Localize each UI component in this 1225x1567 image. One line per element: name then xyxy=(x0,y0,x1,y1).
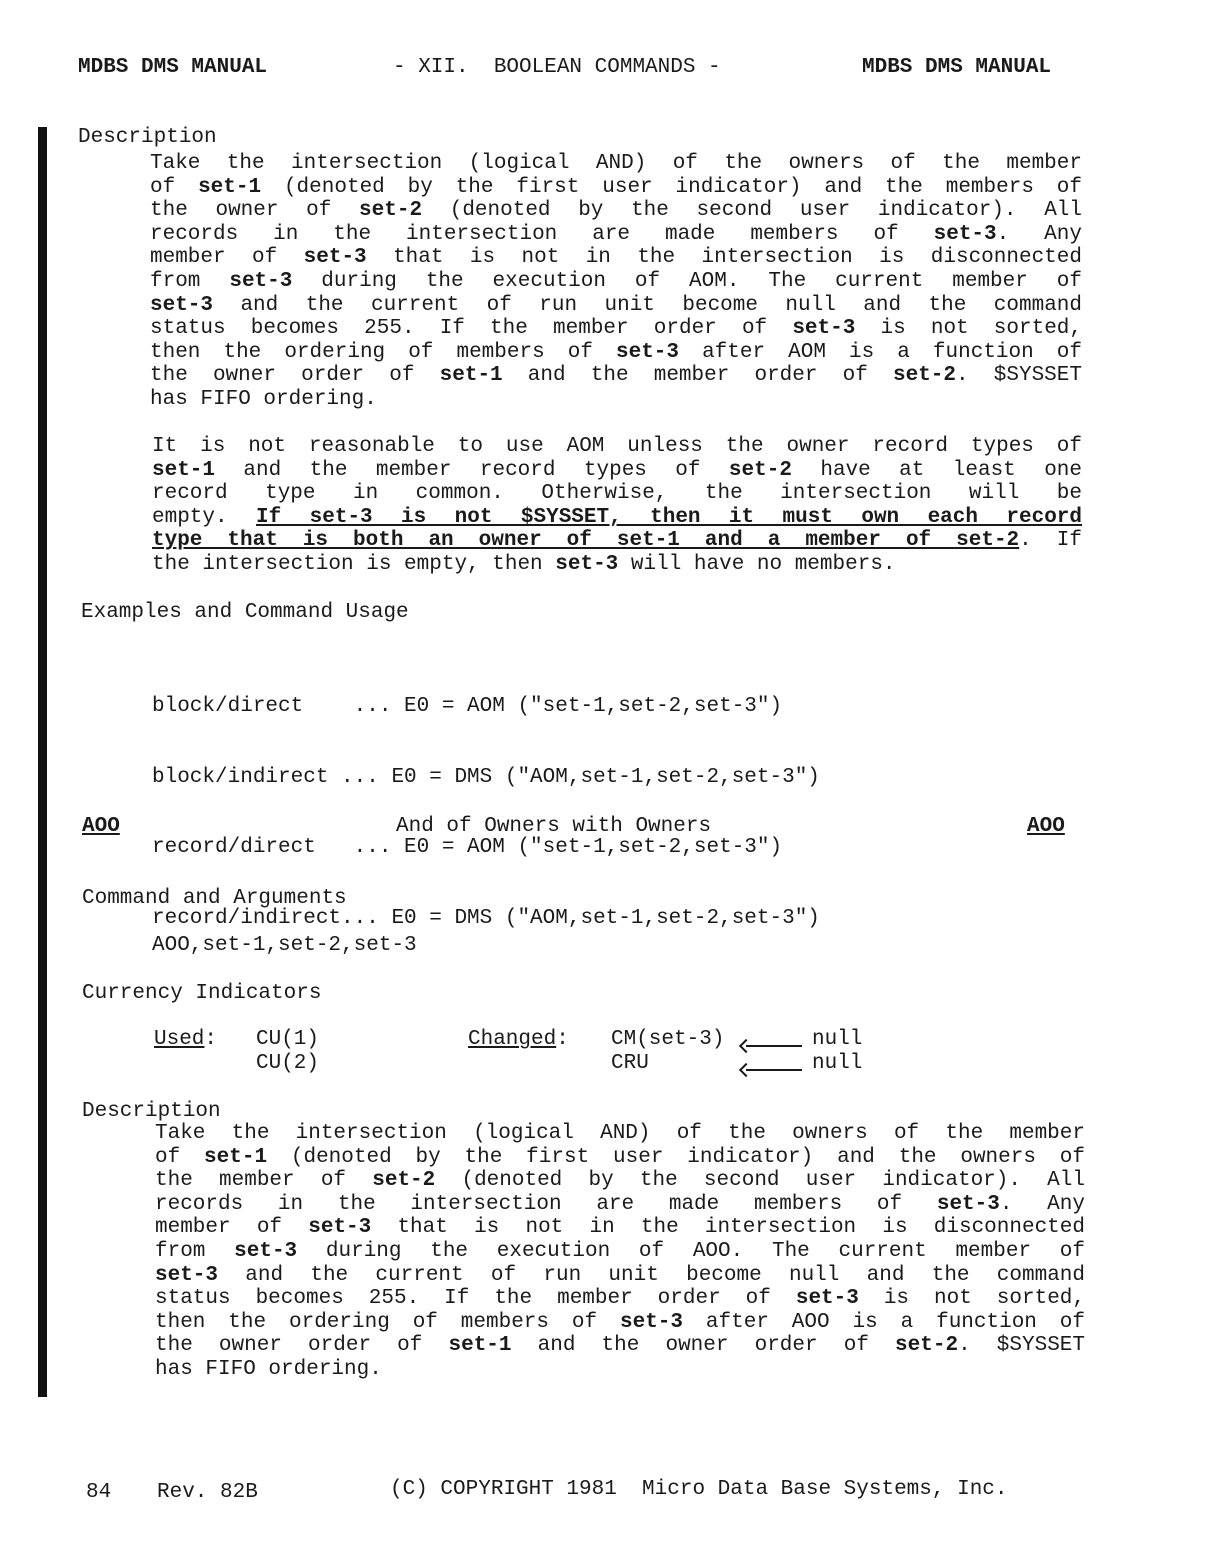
left-arrow-icon xyxy=(736,1036,806,1059)
text-segment: is not sorted, xyxy=(858,1287,1085,1311)
text-segment: Take the intersection (logical AND) of the owners of the member xyxy=(150,152,1082,175)
text-line xyxy=(155,1240,1085,1264)
aoo-description-heading: Description xyxy=(82,1100,221,1123)
used-item: CU(2) xyxy=(256,1052,320,1075)
text-line xyxy=(155,1146,1085,1170)
text-segment: set-3 xyxy=(308,1216,372,1240)
example-line: block/direct ... E0 = AOM ("set-1,set-2,set-3") xyxy=(152,695,783,718)
text-line xyxy=(152,459,1082,483)
text-segment: will have no members. xyxy=(618,552,896,576)
text-segment: type that is both an owner of set-1 and a member of set-2 xyxy=(152,529,1020,553)
text-segment: (denoted by the first user indicator) and the owners of xyxy=(267,1145,1085,1169)
text-segment: set-1 xyxy=(439,364,503,388)
changed-indicator: CM(set-3) xyxy=(611,1028,725,1051)
text-segment: empty. xyxy=(152,505,257,529)
header-left: MDBS DMS MANUAL xyxy=(78,56,268,79)
left-arrow-icon xyxy=(736,1060,806,1083)
text-segment: after AOM is a function of xyxy=(679,340,1082,364)
text-segment: set-3 xyxy=(555,552,619,576)
text-line xyxy=(150,246,1082,270)
aoo-title: And of Owners with Owners xyxy=(396,815,712,838)
text-segment: set-3 xyxy=(303,246,367,270)
text-segment: from xyxy=(150,269,230,293)
text-segment: is not sorted, xyxy=(855,317,1083,341)
examples-heading: Examples and Command Usage xyxy=(81,601,409,624)
text-line xyxy=(155,1311,1085,1335)
text-segment: set-3 xyxy=(616,340,680,364)
page-number: 84 xyxy=(86,1481,112,1504)
text-line xyxy=(152,529,1082,553)
text-line xyxy=(155,1122,1085,1146)
text-segment: and the current of run unit become null and the command xyxy=(218,1263,1085,1287)
text-segment: set-3 xyxy=(229,269,293,293)
text-segment: set-2 xyxy=(893,364,957,388)
text-line xyxy=(155,1216,1085,1240)
text-segment: set-2 xyxy=(372,1169,436,1193)
change-bar xyxy=(38,127,47,1397)
text-line xyxy=(155,1334,1085,1358)
text-segment: (denoted by the second user indicator). All xyxy=(422,199,1082,223)
changed-value: null xyxy=(812,1052,863,1075)
text-segment: set-3 xyxy=(795,1287,859,1311)
aom-description-heading: Description xyxy=(78,126,217,149)
text-segment: set-3 xyxy=(155,1263,219,1287)
example-line: record/indirect... E0 = DMS ("AOM,set-1,set-2,set-3") xyxy=(152,906,820,930)
text-segment: and the member order of xyxy=(502,364,893,388)
text-segment: have at least one xyxy=(791,458,1082,482)
text-segment: . If xyxy=(1019,529,1082,553)
text-segment: records in the intersection are made members of xyxy=(150,222,934,246)
text-segment: of xyxy=(155,1145,205,1169)
text-segment: has FIFO ordering. xyxy=(150,387,377,411)
text-segment: and the owner order of xyxy=(511,1334,896,1358)
text-segment: the member of xyxy=(155,1169,373,1193)
text-line xyxy=(150,223,1082,247)
text-segment: record type in common. Otherwise, the intersection will be xyxy=(152,482,1082,506)
text-segment: set-1 xyxy=(152,458,216,482)
changed-label: Changed: xyxy=(468,1028,569,1051)
text-segment: set-2 xyxy=(359,199,423,223)
aoo-code-right: AOO xyxy=(1027,815,1065,838)
text-segment: during the execution of AOM. The current member of xyxy=(292,269,1082,293)
text-line xyxy=(150,176,1082,200)
text-segment: member of xyxy=(155,1216,309,1240)
text-segment: the intersection is empty, then xyxy=(152,552,556,576)
text-segment: set-1 xyxy=(198,175,262,199)
text-segment: set-1 xyxy=(204,1145,268,1169)
text-segment: . $SYSSET xyxy=(956,364,1082,388)
revision: Rev. 82B xyxy=(157,1481,258,1504)
example-line: block/indirect ... E0 = DMS ("AOM,set-1,set-2,set-3") xyxy=(152,765,820,789)
text-segment: the owner order of xyxy=(155,1334,449,1358)
aoo-code-left: AOO xyxy=(82,815,120,838)
text-line xyxy=(152,553,1082,577)
text-segment: set-1 xyxy=(448,1334,512,1358)
changed-indicator: CRU xyxy=(611,1052,649,1075)
text-segment: set-3 xyxy=(234,1239,298,1263)
text-line xyxy=(152,482,1082,506)
text-segment: the owner of xyxy=(150,199,360,223)
text-segment: (denoted by the second user indicator). All xyxy=(435,1169,1085,1193)
text-segment: set-3 xyxy=(150,293,214,317)
text-segment: that is not in the intersection is disconnected xyxy=(366,246,1082,270)
text-segment: and the member record types of xyxy=(215,458,729,482)
text-segment: If set-3 is not $SYSSET, then it must own each record xyxy=(256,505,1082,529)
header-right: MDBS DMS MANUAL xyxy=(862,56,1052,79)
text-segment: set-3 xyxy=(620,1310,684,1334)
text-segment: set-2 xyxy=(895,1334,959,1358)
text-segment: status becomes 255. If the member order of xyxy=(150,317,793,341)
text-line xyxy=(152,435,1082,459)
text-segment: and the current of run unit become null and the command xyxy=(213,293,1082,317)
text-line xyxy=(150,388,1082,412)
text-segment: member of xyxy=(150,246,304,270)
text-segment: then the ordering of members of xyxy=(150,340,616,364)
text-line xyxy=(155,1264,1085,1288)
used-label: Used: xyxy=(154,1028,218,1051)
text-line xyxy=(150,317,1082,341)
text-line xyxy=(155,1193,1085,1217)
text-segment: . Any xyxy=(996,222,1082,246)
text-segment: set-3 xyxy=(933,222,997,246)
text-segment: then the ordering of members of xyxy=(155,1310,620,1334)
text-line xyxy=(155,1287,1085,1311)
changed-value: null xyxy=(812,1028,863,1051)
currency-heading: Currency Indicators xyxy=(82,982,322,1005)
example-line: record/direct ... E0 = AOM ("set-1,set-2,set-3") xyxy=(152,836,783,859)
text-segment: during the execution of AOO. The current member of xyxy=(297,1239,1085,1263)
text-line xyxy=(155,1358,1085,1382)
text-line xyxy=(150,341,1082,365)
aom-description-paragraph xyxy=(150,152,1082,412)
copyright: (C) COPYRIGHT 1981 Micro Data Base Systems, Inc. xyxy=(390,1478,1008,1501)
text-line xyxy=(150,364,1082,388)
text-segment: from xyxy=(155,1239,235,1263)
text-segment: set-3 xyxy=(936,1192,1000,1216)
text-line xyxy=(150,152,1082,176)
used-item: CU(1) xyxy=(256,1028,320,1051)
text-segment: It is not reasonable to use AOM unless the owner record types of xyxy=(152,435,1082,458)
text-segment: (denoted by the first user indicator) and the members of xyxy=(261,175,1082,199)
text-line xyxy=(155,1169,1085,1193)
text-segment: after AOO is a function of xyxy=(683,1310,1085,1334)
text-segment: of xyxy=(150,175,199,199)
text-segment: status becomes 255. If the member order of xyxy=(155,1287,796,1311)
text-line xyxy=(150,199,1082,223)
text-segment: set-2 xyxy=(728,458,792,482)
text-segment: the owner order of xyxy=(150,364,440,388)
text-line xyxy=(152,506,1082,530)
aoo-description-paragraph xyxy=(155,1122,1085,1382)
command-heading: Command and Arguments xyxy=(82,887,347,910)
text-segment: . $SYSSET xyxy=(958,1334,1085,1358)
text-segment: Take the intersection (logical AND) of the owners of the member xyxy=(155,1122,1085,1145)
text-segment: records in the intersection are made members of xyxy=(155,1192,937,1216)
header-center: - XII. BOOLEAN COMMANDS - xyxy=(393,56,721,79)
text-segment: . Any xyxy=(999,1192,1085,1216)
text-line xyxy=(150,270,1082,294)
command-syntax: AOO,set-1,set-2,set-3 xyxy=(152,934,417,957)
text-line xyxy=(150,294,1082,318)
aom-note-paragraph xyxy=(152,435,1082,577)
text-segment: that is not in the intersection is disconnected xyxy=(371,1216,1085,1240)
text-segment: set-3 xyxy=(792,317,856,341)
text-segment: has FIFO ordering. xyxy=(155,1357,382,1381)
